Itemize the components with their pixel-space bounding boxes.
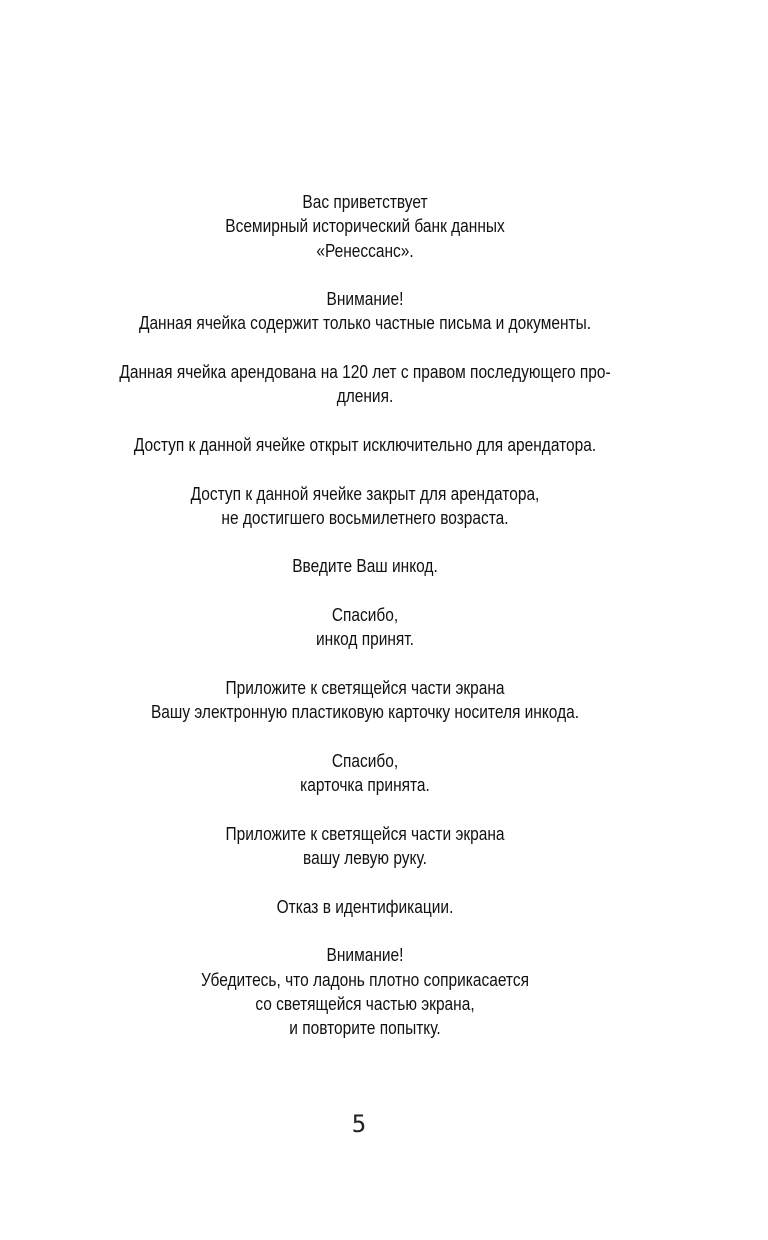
text-line: дления. bbox=[336, 386, 394, 407]
paragraph-enter-code bbox=[103, 554, 628, 578]
paragraph-identification-denied bbox=[103, 895, 628, 919]
text-line: Приложите к светящейся части экрана bbox=[225, 677, 505, 698]
text-line: инкод принят. bbox=[315, 629, 414, 650]
page-text bbox=[103, 190, 628, 1040]
paragraph-lease bbox=[103, 360, 628, 409]
text-line: Убедитесь, что ладонь плотно соприкасается bbox=[201, 969, 529, 990]
paragraph-apply-card bbox=[103, 676, 628, 725]
paragraph-access-open bbox=[103, 433, 628, 457]
text-line: Данная ячейка содержит только частные письма и документы. bbox=[138, 313, 592, 334]
paragraph-greeting bbox=[103, 190, 628, 263]
paragraph-apply-hand bbox=[103, 822, 628, 871]
text-line: Вашу электронную пластиковую карточку носителя инкода. bbox=[150, 702, 580, 723]
text-line: Спасибо, bbox=[331, 605, 399, 626]
text-line: Приложите к светящейся части экрана bbox=[225, 823, 505, 844]
text-line: Внимание! bbox=[326, 945, 404, 966]
text-line: Отказ в идентификации. bbox=[276, 896, 454, 917]
text-line: карточка принята. bbox=[300, 775, 430, 796]
text-line: Данная ячейка арендована на 120 лет с правом последующего про- bbox=[119, 362, 611, 383]
text-line: «Ренессанс». bbox=[316, 240, 414, 261]
text-line: вашу левую руку. bbox=[303, 848, 427, 869]
text-line: Всемирный исторический банк данных bbox=[225, 216, 505, 237]
text-line: Вас приветствует bbox=[302, 192, 428, 212]
paragraph-retry-warning bbox=[103, 943, 628, 1040]
paragraph-card-accepted bbox=[103, 749, 628, 798]
paragraph-code-accepted bbox=[103, 603, 628, 652]
text-line: Внимание! bbox=[326, 289, 404, 310]
paragraph-warning bbox=[103, 287, 628, 336]
text-line: Доступ к данной ячейке закрыт для арендатора, bbox=[190, 483, 540, 504]
text-line: и повторите попытку. bbox=[289, 1018, 441, 1039]
text-line: Спасибо, bbox=[331, 750, 399, 771]
page-number: 5 bbox=[351, 1110, 367, 1138]
text-line: со светящейся частью экрана, bbox=[255, 993, 475, 1014]
text-line: Введите Ваш инкод. bbox=[292, 556, 438, 577]
text-line: не достигшего восьмилетнего возраста. bbox=[221, 507, 509, 528]
text-line: Доступ к данной ячейке открыт исключительно для арендатора. bbox=[133, 434, 597, 455]
paragraph-access-closed bbox=[103, 482, 628, 531]
